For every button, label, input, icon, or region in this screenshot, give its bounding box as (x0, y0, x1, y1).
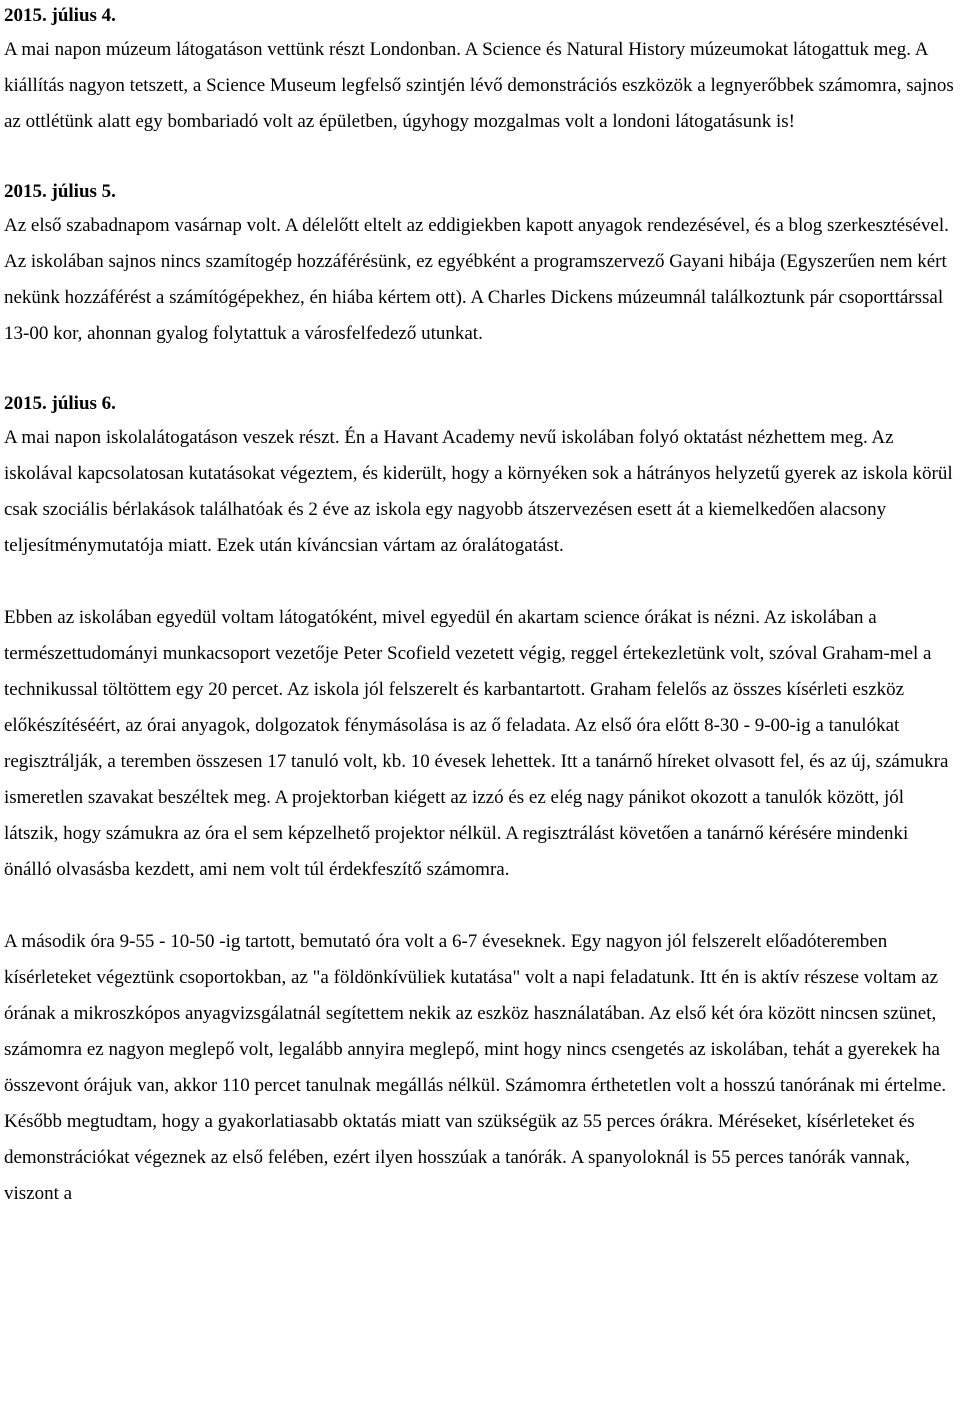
entry-paragraph: A második óra 9-55 - 10-50 -ig tartott, bemutató óra volt a 6-7 éveseknek. Egy nagyon jól felszerelt előadóteremben kísérleteket végeztünk csoportokban, az "a földönkívüliek kutatása" volt a napi feladatunk. Itt én is aktív részese voltam az órának a mikroszkópos anyagvizsgálatnál segítettem nekik az eszköz használatában. Az első két óra között nincsen szünet, számomra ez nagyon meglepő volt, legalább annyira meglepő, mint hogy nincs csengetés az iskolában, tehát a gyerekek ha összevont órájuk van, akkor 110 percet tanulnak megállás nélkül. Számomra érthetetlen volt a hosszú tanórának mi értelme. Később megtudtam, hogy a gyakorlatiasabb oktatás miatt van szükségük az 55 perces órákra. Méréseket, kísérleteket és demonstrációkat végeznek az első felében, ezért ilyen hosszúak a tanórák. A spanyoloknál is 55 perces tanórák vannak, viszont a (4, 931, 947, 1204)
entry-date: 2015. július 6. (4, 393, 116, 414)
entry-date: 2015. július 4. (4, 5, 116, 26)
entry-paragraph: Ebben az iskolában egyedül voltam látogatóként, mivel egyedül én akartam science órákat is nézni. Az iskolában a természettudományi munkacsoport vezetője Peter Scofield vezetett végig, reggel értekezletünk volt, szóval Graham-mel a technikussal töltöttem egy 20 percet. Az iskola jól felszerelt és karbantartott. Graham felelős az összes kísérleti eszköz előkészítéséért, az órai anyagok, dolgozatok fénymásolása is az ő feladata. Az első óra előtt 8-30 - 9-00-ig a tanulókat regisztrálják, a teremben összesen 17 tanuló volt, kb. 10 évesek lehettek. Itt a tanárnő híreket olvasott fel, és az új, számukra ismeretlen szavakat beszéltek meg. A projektorban kiégett az izzó és ez elég nagy pánikot okozott a tanulók között, jól látszik, hogy számukra az óra el sem képzelhető projektor nélkül. A regisztrálást követően a tanárnő kérésére mindenki önálló olvasásba kezdett, ami nem volt túl érdekfeszítő számomra. (4, 607, 949, 880)
entry-paragraph: A mai napon iskolalátogatáson veszek részt. Én a Havant Academy nevű iskolában folyó oktatást nézhettem meg. Az iskolával kapcsolatosan kutatásokat végeztem, és kiderült, hogy a környéken sok a hátrányos helyzetű gyerek az iskola körül csak szociális bérlakások találhatóak és 2 éve az iskola egy nagyobb átszervezésen esett át a kiemelkedően alacsony teljesítménymutatója miatt. Ezek után kíváncsian vártam az óralátogatást. (4, 427, 953, 556)
diary-entry-july-4 (4, 0, 956, 140)
diary-entry-july-5 (4, 176, 956, 352)
diary-entry-july-6 (4, 388, 956, 1212)
document-page (4, 0, 956, 1212)
entry-date: 2015. július 5. (4, 181, 116, 202)
entry-paragraph: A mai napon múzeum látogatáson vettünk részt Londonban. A Science és Natural History múzeumokat látogattuk meg. A kiállítás nagyon tetszett, a Science Museum legfelső szintjén lévő demonstrációs eszközök a legnyerőbbek számomra, sajnos az ottlétünk alatt egy bombariadó volt az épületben, úgyhogy mozgalmas volt a londoni látogatásunk is! (4, 39, 954, 132)
entry-paragraph: Az első szabadnapom vasárnap volt. A délelőtt eltelt az eddigiekben kapott anyagok rendezésével, és a blog szerkesztésével. Az iskolában sajnos nincs szamítogép hozzáférésünk, ez egyébként a programszervező Gayani hibája (Egyszerűen nem kért nekünk hozzáférést a számítógépekhez, én hiába kértem ott). A Charles Dickens múzeumnál találkoztunk pár csoporttárssal 13-00 kor, ahonnan gyalog folytattuk a városfelfedező utunkat. (4, 215, 949, 344)
